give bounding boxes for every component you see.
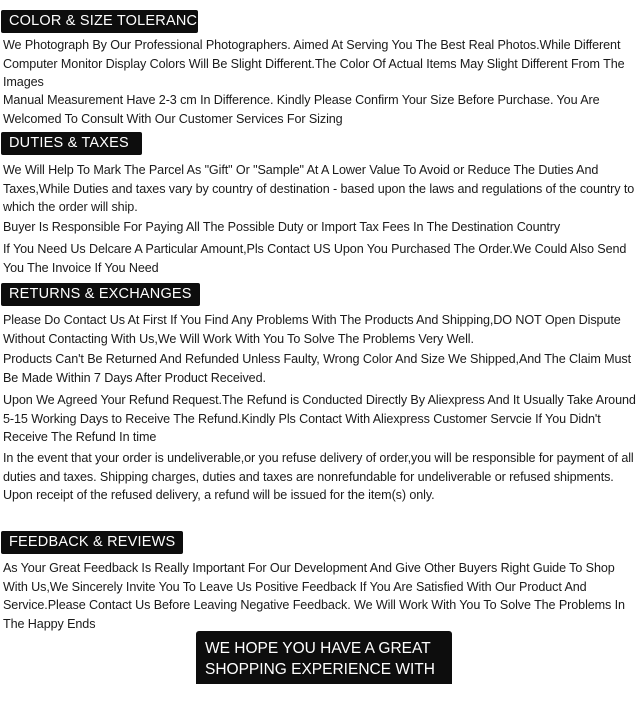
closing-banner: [196, 631, 452, 699]
heading-duties-taxes: DUTIES & TAXES: [1, 132, 142, 155]
duties-paragraph-3: If You Need Us Delcare A Particular Amount,Pls Contact US Upon You Purchased The Order.We Could Also Send You The Invoice If You Need: [3, 242, 627, 275]
heading-feedback-reviews: FEEDBACK & REVIEWS: [1, 531, 183, 554]
color-size-paragraph-1: We Photograph By Our Professional Photographers. Aimed At Serving You The Best Real Photos.While Different Computer Monitor Display Colors Will Be Slight Different.The Color Of Actual Items May Slight Different From The Images: [3, 38, 625, 89]
returns-paragraph-2: Products Can't Be Returned And Refunded Unless Faulty, Wrong Color And Size We Shipped,And The Claim Must Be Made Within 7 Days After Product Received.: [3, 352, 631, 385]
feedback-paragraph-1: As Your Great Feedback Is Really Important For Our Development And Give Other Buyers Right Guide To Shop With Us,We Sincerely Invite You To Leave Us Positive Feedback If You Are Satisfied With Our Product And Service.Please Contact Us Before Leaving Negative Feedback. We Will Work With You To Solve The Problems In The Happy Ends: [3, 561, 625, 631]
color-size-paragraph-2: Manual Measurement Have 2-3 cm In Difference. Kindly Please Confirm Your Size Before Purchase. You Are Welcomed To Consult With Our Customer Services For Sizing: [3, 93, 600, 126]
duties-paragraph-2: Buyer Is Responsible For Paying All The Possible Duty or Import Tax Fees In The Destination Country: [3, 220, 561, 234]
returns-paragraph-1: Please Do Contact Us At First If You Find Any Problems With The Products And Shipping,DO NOT Open Dispute Without Contacting With Us,We Will Work With You To Solve The Problems Very Well.: [3, 313, 621, 346]
returns-paragraph-4: In the event that your order is undeliverable,or you refuse delivery of order,you will be responsible for payment of all duties and taxes. Shipping charges, duties and taxes are nonrefundable for undeliverable or refused shipments. Upon receipt of the refused delivery, a refund will be issued for the item(s) only.: [3, 451, 634, 502]
duties-paragraph-1: We Will Help To Mark The Parcel As "Gift" Or "Sample" At A Lower Value To Avoid or Reduce The Duties And Taxes,While Duties and taxes vary by country of destination - based upon the laws and regulations of the country to which the order will ship.: [3, 163, 635, 214]
banner-line-2: SHOPPING EXPERIENCE WITH US: [205, 661, 435, 699]
heading-returns-exchanges: RETURNS & EXCHANGES: [1, 283, 200, 306]
returns-paragraph-3: Upon We Agreed Your Refund Request.The Refund is Conducted Directly By Aliexpress And It Usually Take Around 5-15 Working Days to Receive The Refund.Kindly Pls Contact With Aliexpress Customer Servcie If You Didn't Receive The Refund In time: [3, 393, 636, 444]
heading-color-size-tolerance: COLOR & SIZE TOLERANCE: [1, 10, 198, 33]
banner-line-1: WE HOPE YOU HAVE A GREAT: [205, 640, 431, 657]
